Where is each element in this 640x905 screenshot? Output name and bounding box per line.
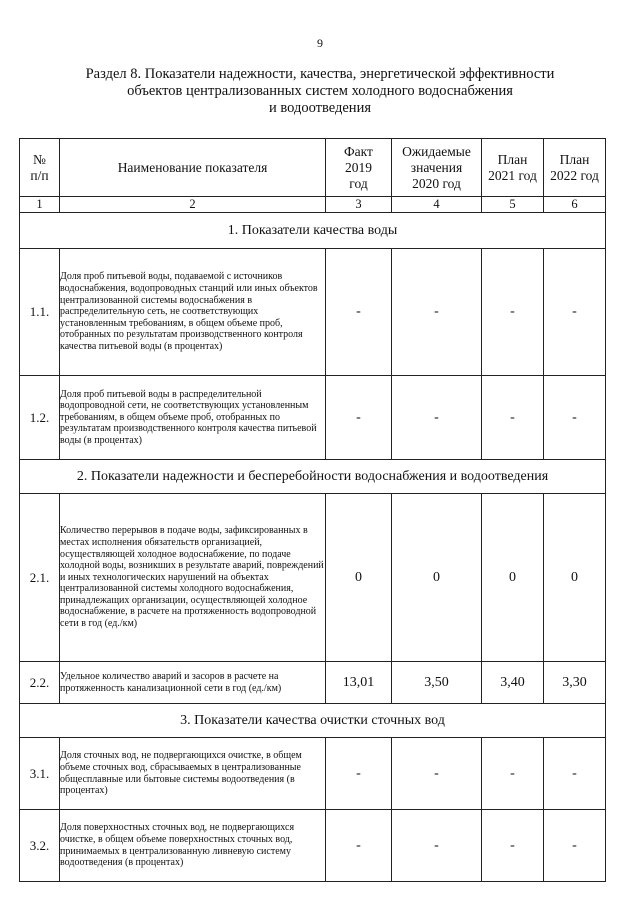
fact-value: -: [326, 376, 392, 460]
section-title-cell: 2. Показатели надежности и бесперебойности водоснабжения и водоотведения: [20, 460, 606, 494]
fact-value: -: [326, 249, 392, 376]
title-line-1: Раздел 8. Показатели надежности, качества, энергетической эффективности: [85, 66, 555, 82]
title-line-3: и водоотведения: [269, 100, 371, 116]
plan-2021-value: -: [482, 738, 544, 810]
indicator-name: Доля поверхностных сточных вод, не подвергающихся очистке, в общем объеме поверхностных сточных вод, принимаемых в централизованную ливневую систему водоотведения (в процентах): [60, 810, 326, 882]
row-number: 1.1.: [20, 249, 60, 376]
table-row: [20, 810, 606, 882]
column-number: 5: [482, 197, 544, 213]
table-row: [20, 738, 606, 810]
fact-value: 13,01: [326, 662, 392, 704]
row-number: 3.2.: [20, 810, 60, 882]
section-title-cell: 3. Показатели качества очистки сточных вод: [20, 704, 606, 738]
table-row: [20, 376, 606, 460]
header-plan-2022: План 2022 год: [544, 139, 606, 197]
plan-2021-value: 0: [482, 494, 544, 662]
section-title-cell: 1. Показатели качества воды: [20, 213, 606, 249]
page-number: 9: [317, 36, 323, 50]
expected-value: 3,50: [392, 662, 482, 704]
fact-value: -: [326, 738, 392, 810]
plan-2022-value: 0: [544, 494, 606, 662]
plan-2022-value: 3,30: [544, 662, 606, 704]
plan-2021-value: -: [482, 376, 544, 460]
row-number: 1.2.: [20, 376, 60, 460]
header-plan-2021: План 2021 год: [482, 139, 544, 197]
header-fact-2019: Факт 2019 год: [326, 139, 392, 197]
header-expected-2020: Ожидаемые значения 2020 год: [392, 139, 482, 197]
row-number: 3.1.: [20, 738, 60, 810]
indicators-table: [19, 138, 606, 882]
expected-value: 0: [392, 494, 482, 662]
column-number: 4: [392, 197, 482, 213]
table-row: [20, 662, 606, 704]
expected-value: -: [392, 249, 482, 376]
plan-2022-value: -: [544, 376, 606, 460]
header-row: [20, 139, 606, 197]
expected-value: -: [392, 738, 482, 810]
row-number: 2.1.: [20, 494, 60, 662]
indicator-name: Доля проб питьевой воды в распределительной водопроводной сети, не соответствующих установленным требованиям, в общем объеме проб, отобранных по результатам производственного контроля качества питьевой воды (в процентах): [60, 376, 326, 460]
column-number: 6: [544, 197, 606, 213]
table-row: [20, 494, 606, 662]
indicator-name: Удельное количество аварий и засоров в расчете на протяженность канализационной сети в год (ед./км): [60, 662, 326, 704]
section-row: [20, 704, 606, 738]
column-number: 3: [326, 197, 392, 213]
expected-value: -: [392, 376, 482, 460]
indicator-name: Доля сточных вод, не подвергающихся очистке, в общем объеме сточных вод, сбрасываемых в централизованные общесплавные или бытовые системы водоотведения (в процентах): [60, 738, 326, 810]
plan-2021-value: -: [482, 249, 544, 376]
header-num: № п/п: [20, 139, 60, 197]
column-number: 1: [20, 197, 60, 213]
plan-2021-value: -: [482, 810, 544, 882]
fact-value: 0: [326, 494, 392, 662]
section-row: [20, 460, 606, 494]
table-row: [20, 249, 606, 376]
indicator-name: Доля проб питьевой воды, подаваемой с источников водоснабжения, водопроводных станций или иных объектов централизованной системы водоснабжения в распределительную сеть, не соответствующих установленным требованиям, в общем объеме проб, отобранных по результатам производственного контроля качества питьевой воды (в процентах): [60, 249, 326, 376]
expected-value: -: [392, 810, 482, 882]
section-title: [40, 66, 600, 117]
header-name: Наименование показателя: [60, 139, 326, 197]
title-line-2: объектов централизованных систем холодного водоснабжения: [127, 83, 513, 99]
column-number: 2: [60, 197, 326, 213]
plan-2022-value: -: [544, 249, 606, 376]
section-row: [20, 213, 606, 249]
row-number: 2.2.: [20, 662, 60, 704]
plan-2022-value: -: [544, 738, 606, 810]
indicator-name: Количество перерывов в подаче воды, зафиксированных в местах исполнения обязательств организацией, осуществляющей холодное водоснабжение, по подаче холодной воды, возникших в результате аварий, повреждений и иных технологических нарушений на объектах централизованной системы холодного водоснабжения, принадлежащих организации, осуществляющей холодное водоснабжение, в расчете на протяженность водопроводной сети в год (ед./км): [60, 494, 326, 662]
fact-value: -: [326, 810, 392, 882]
plan-2022-value: -: [544, 810, 606, 882]
column-number-row: [20, 197, 606, 213]
plan-2021-value: 3,40: [482, 662, 544, 704]
